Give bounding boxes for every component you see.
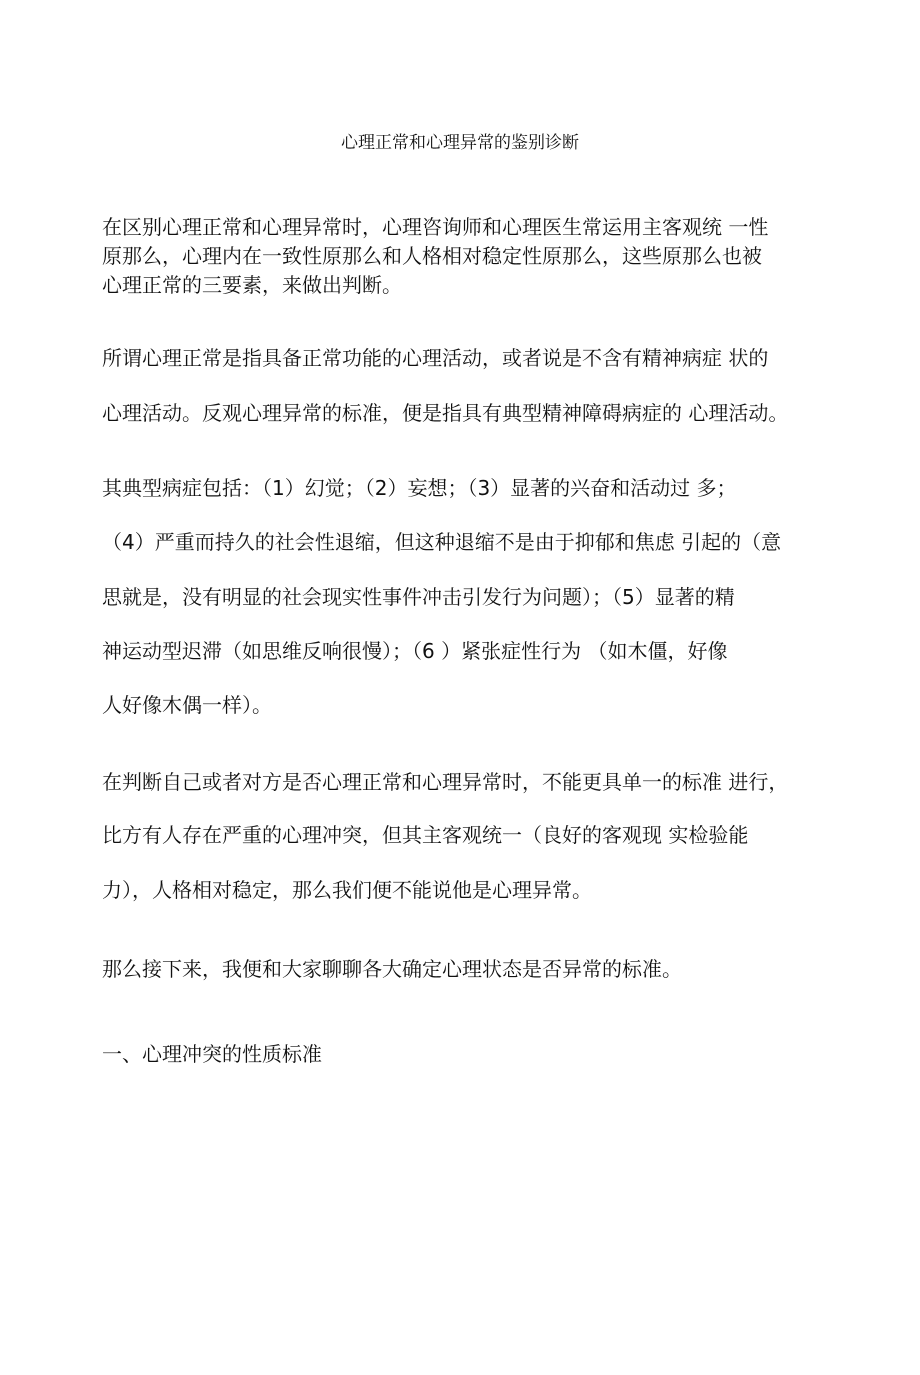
paragraph-line: 心理正常的三要素，来做出判断。 [102, 273, 402, 297]
paragraph-line: 心理活动。反观心理异常的标准，便是指具有典型精神障碍病症的 心理活动。 [102, 401, 789, 425]
paragraph-line: 其典型病症包括：（1）幻觉；（2）妄想；（3）显著的兴奋和活动过 多； [102, 476, 737, 500]
paragraph-line: 人好像木偶一样）。 [102, 693, 272, 717]
paragraph-line: 比方有人存在严重的心理冲突，但其主客观统一（良好的客观现 实检验能 [102, 823, 749, 847]
paragraph-line: 在判断自己或者对方是否心理正常和心理异常时，不能更具单一的标准 进行， [102, 770, 789, 794]
paragraph-line: 所谓心理正常是指具备正常功能的心理活动，或者说是不含有精神病症 状的 [102, 346, 769, 370]
paragraph-line: 原那么，心理内在一致性原那么和人格相对稳定性原那么，这些原那么也被 [102, 244, 762, 268]
paragraph-line: 那么接下来，我便和大家聊聊各大确定心理状态是否异常的标准。 [102, 957, 682, 981]
paragraph-line: 在区别心理正常和心理异常时，心理咨询师和心理医生常运用主客观统 一性 [102, 215, 769, 239]
paragraph-line: 力），人格相对稳定，那么我们便不能说他是心理异常。 [102, 878, 592, 902]
paragraph-line: （4）严重而持久的社会性退缩，但这种退缩不是由于抑郁和焦虑 引起的（意 [102, 530, 782, 554]
document-title: 心理正常和心理异常的鉴别诊断 [341, 133, 579, 153]
paragraph-line: 神运动型迟滞（如思维反响很慢）；（6 ）紧张症性行为 （如木僵，好像 [102, 639, 728, 663]
section-heading: 一、心理冲突的性质标准 [102, 1042, 322, 1066]
paragraph-line: 思就是，没有明显的社会现实性事件冲击引发行为问题）；（5）显著的精 [102, 585, 735, 609]
